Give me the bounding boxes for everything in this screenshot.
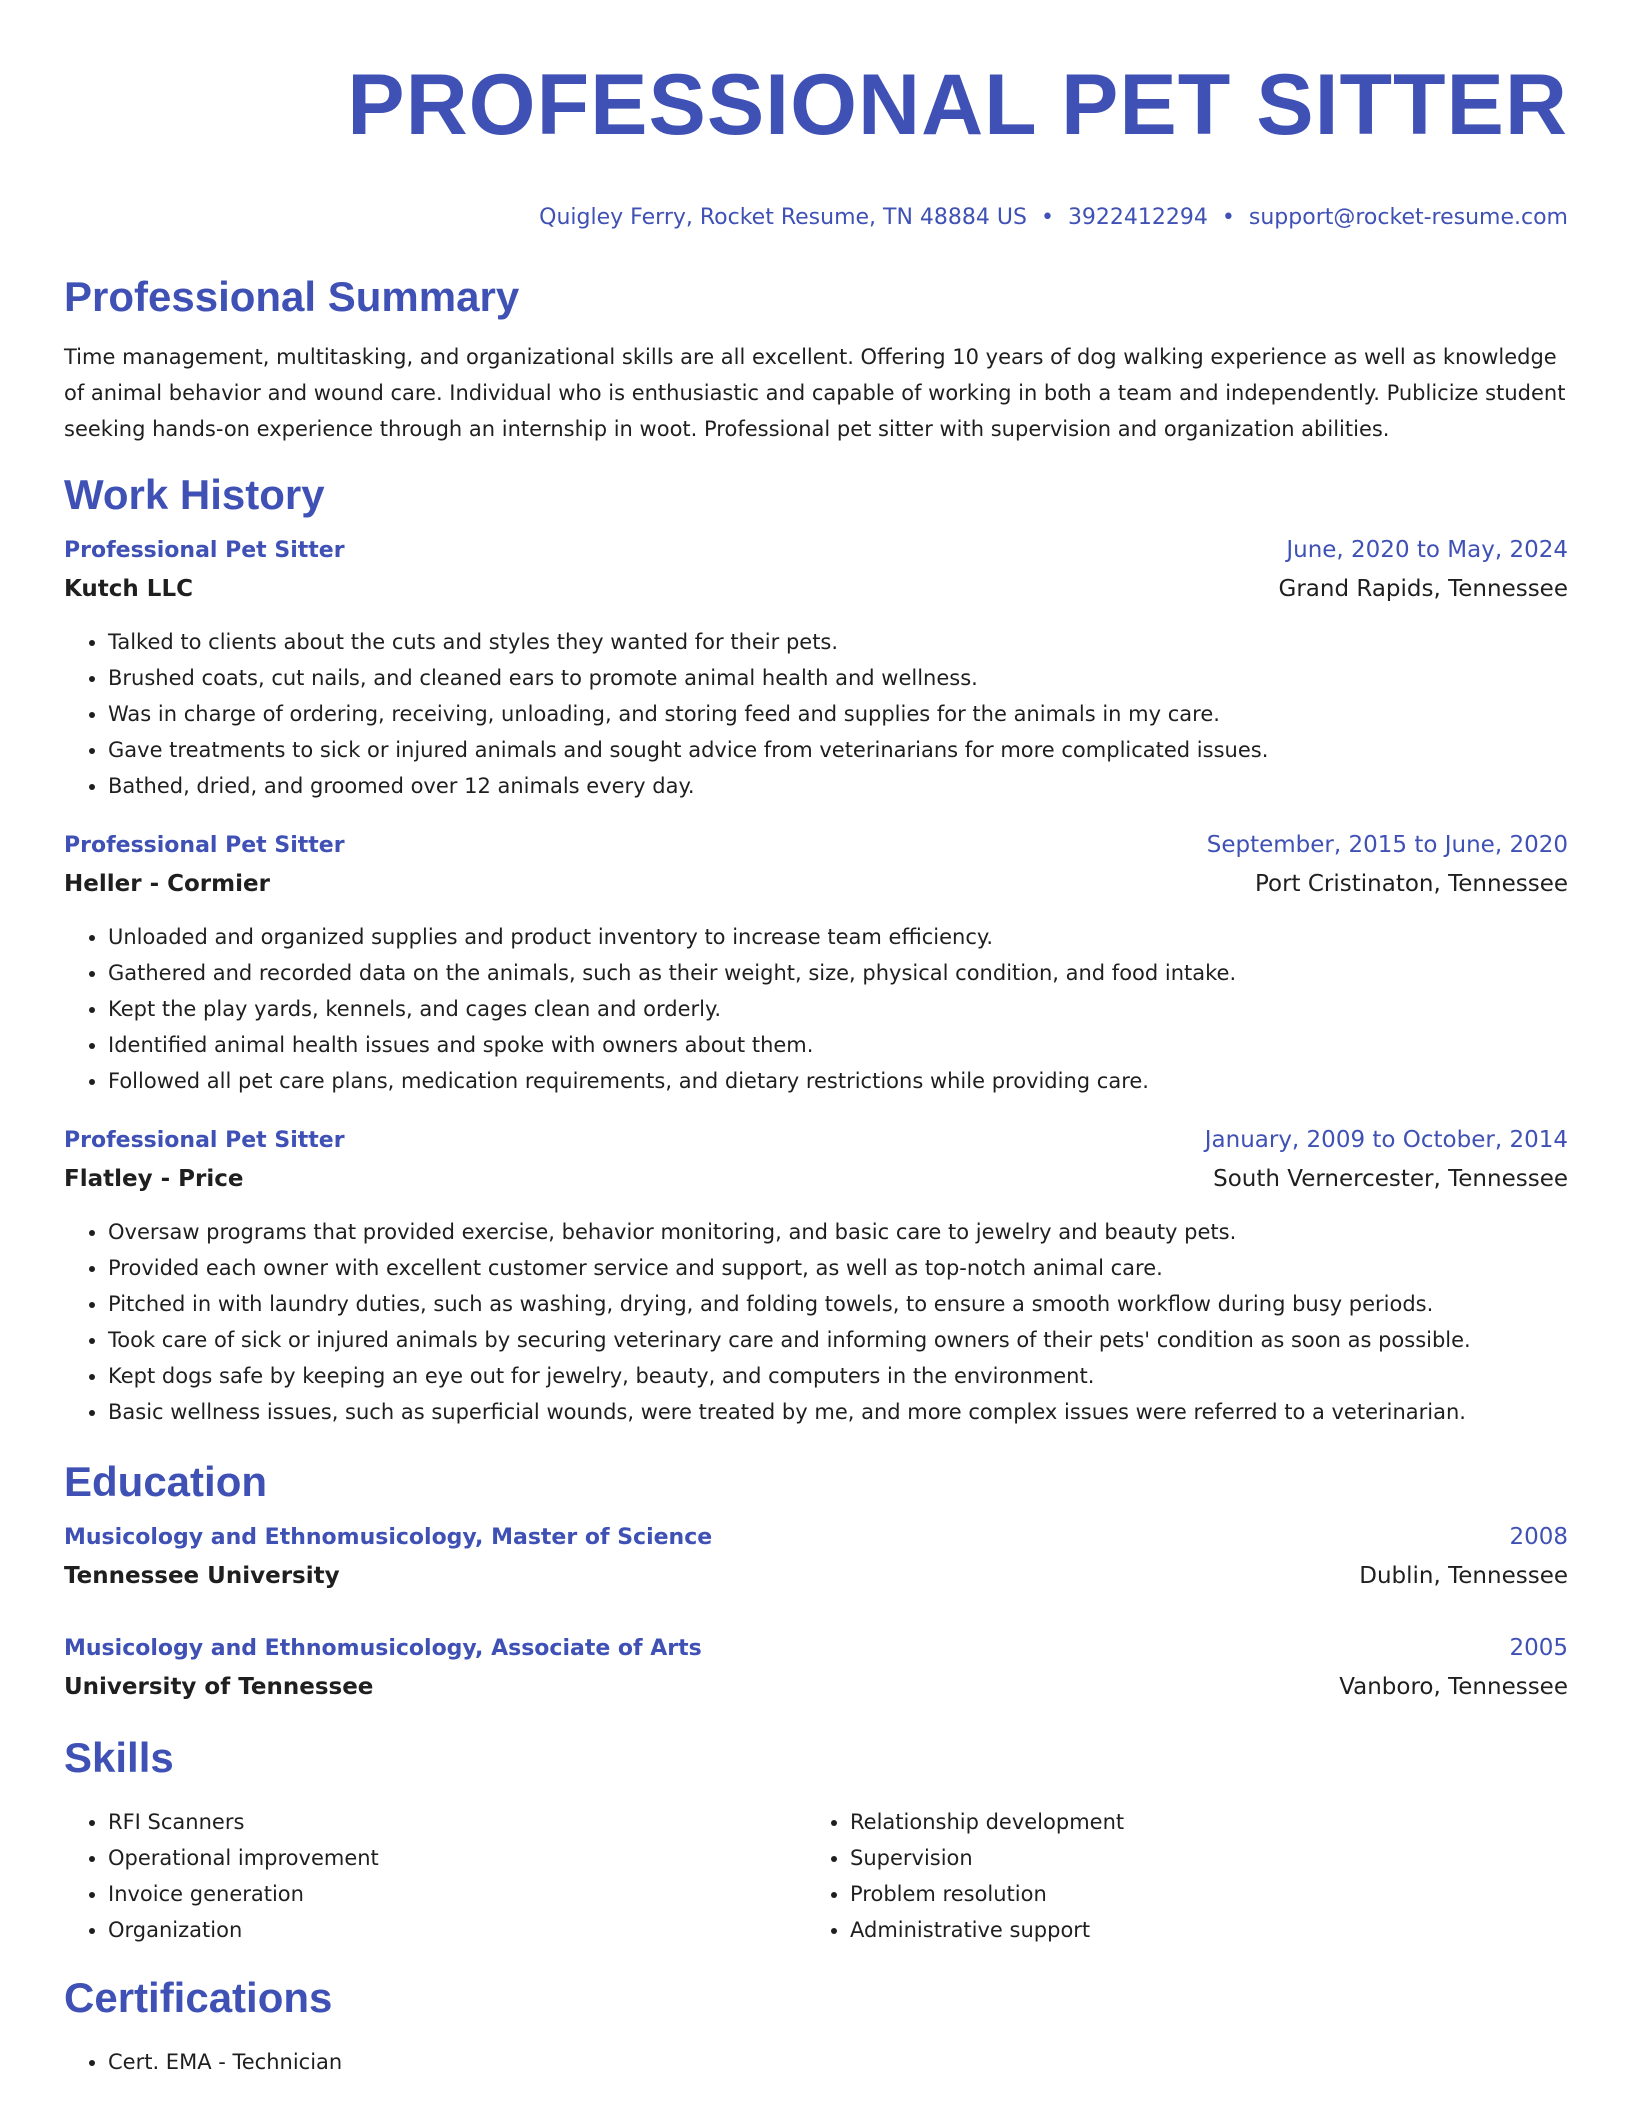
skills-column-left	[64, 1804, 806, 1948]
skills-grid	[64, 1786, 1568, 1948]
job-bullet: • Bathed, dried, and groomed over 12 animals every day.	[108, 768, 1568, 804]
job-bullet: • Unloaded and organized supplies and product inventory to increase team efficiency.	[108, 919, 1568, 955]
job-entry	[64, 826, 1568, 1099]
job-bullet: • Gathered and recorded data on the animals, such as their weight, size, physical condition, and food intake.	[108, 955, 1568, 991]
contact-address: Quigley Ferry, Rocket Resume, TN 48884 US	[539, 205, 1027, 230]
skill-item: • Problem resolution	[850, 1876, 1548, 1912]
education-year: 2008	[1509, 1524, 1568, 1550]
education-location: Dublin, Tennessee	[1359, 1563, 1568, 1589]
education-school: Tennessee University	[64, 1563, 340, 1589]
job-bullet: • Was in charge of ordering, receiving, unloading, and storing feed and supplies for the animals in my care.	[108, 696, 1568, 732]
job-bullet: • Talked to clients about the cuts and styles they wanted for their pets.	[108, 624, 1568, 660]
job-bullet: • Basic wellness issues, such as superficial wounds, were treated by me, and more complex issues were referred to a veterinarian.	[108, 1394, 1568, 1430]
job-company: Heller - Cormier	[64, 871, 270, 897]
skills-column-right	[806, 1804, 1548, 1948]
education-header	[64, 1629, 1568, 1668]
resume-name: PROFESSIONAL PET SITTER	[347, 57, 1568, 153]
section-title-summary: Professional Summary	[64, 273, 520, 320]
contact-separator: •	[1040, 205, 1054, 230]
job-company: Kutch LLC	[64, 576, 193, 602]
contact-line	[64, 203, 1568, 233]
skill-item: • Invoice generation	[108, 1876, 806, 1912]
job-bullet: • Gave treatments to sick or injured animals and sought advice from veterinarians for more complicated issues.	[108, 732, 1568, 768]
job-dates: September, 2015 to June, 2020	[1206, 832, 1568, 858]
job-bullet: • Kept dogs safe by keeping an eye out for jewelry, beauty, and computers in the environment.	[108, 1358, 1568, 1394]
certification-list	[64, 2044, 1568, 2080]
job-bullet: • Oversaw programs that provided exercise, behavior monitoring, and basic care to jewelry and beauty pets.	[108, 1214, 1568, 1250]
skill-item: • Operational improvement	[108, 1840, 806, 1876]
job-bullet: • Followed all pet care plans, medication requirements, and dietary restrictions while providing care.	[108, 1063, 1568, 1099]
contact-separator: •	[1221, 205, 1235, 230]
contact-phone: 3922412294	[1067, 205, 1208, 230]
job-location: South Vernercester, Tennessee	[1213, 1166, 1568, 1192]
job-header	[64, 826, 1568, 865]
job-entry	[64, 1121, 1568, 1430]
education-year: 2005	[1509, 1635, 1568, 1661]
skill-item: • Administrative support	[850, 1912, 1548, 1948]
job-bullets	[64, 919, 1568, 1099]
skill-item: • Organization	[108, 1912, 806, 1948]
job-title: Professional Pet Sitter	[64, 1128, 345, 1153]
education-entry	[64, 1518, 1568, 1595]
job-bullet: • Pitched in with laundry duties, such as washing, drying, and folding towels, to ensure a smooth workflow during busy periods.	[108, 1286, 1568, 1322]
education-location: Vanboro, Tennessee	[1339, 1674, 1568, 1700]
education-header	[64, 1518, 1568, 1557]
education-subheader	[64, 1668, 1568, 1706]
certification-item: • Cert. EMA - Technician	[108, 2044, 1568, 2080]
job-bullet: • Brushed coats, cut nails, and cleaned ears to promote animal health and wellness.	[108, 660, 1568, 696]
job-bullet: • Provided each owner with excellent customer service and support, as well as top-notch animal care.	[108, 1250, 1568, 1286]
job-subheader	[64, 570, 1568, 608]
job-dates: June, 2020 to May, 2024	[1286, 537, 1568, 563]
skill-item: • Relationship development	[850, 1804, 1548, 1840]
job-location: Port Cristinaton, Tennessee	[1254, 871, 1568, 897]
education-degree: Musicology and Ethnomusicology, Master of Science	[64, 1525, 713, 1550]
job-location: Grand Rapids, Tennessee	[1278, 576, 1568, 602]
job-dates: January, 2009 to October, 2014	[1204, 1127, 1568, 1153]
section-title-work: Work History	[64, 471, 325, 518]
education-school: University of Tennessee	[64, 1674, 374, 1700]
job-bullet: • Identified animal health issues and spoke with owners about them.	[108, 1027, 1568, 1063]
education-subheader	[64, 1557, 1568, 1595]
skill-item: • Supervision	[850, 1840, 1548, 1876]
section-title-certifications: Certifications	[64, 1974, 333, 2021]
job-header	[64, 1121, 1568, 1160]
job-header	[64, 531, 1568, 570]
education-entry	[64, 1629, 1568, 1706]
job-title: Professional Pet Sitter	[64, 833, 345, 858]
summary-text: Time management, multitasking, and organizational skills are all excellent. Offering 10 years of dog walking experience as well as knowledge of animal behavior and wound care. Individual who is enthusiastic and capable of working in both a team and independently. Publicize student seeking hands-on experience through an internship in woot. Professional pet sitter with supervision and organization abilities.	[64, 345, 1566, 441]
job-bullet: • Kept the play yards, kennels, and cages clean and orderly.	[108, 991, 1568, 1027]
job-bullets	[64, 624, 1568, 804]
section-title-skills: Skills	[64, 1734, 174, 1781]
education-degree: Musicology and Ethnomusicology, Associate of Arts	[64, 1636, 702, 1661]
skill-item: • RFI Scanners	[108, 1804, 806, 1840]
contact-email[interactable]: support@rocket-resume.com	[1248, 205, 1568, 230]
section-title-education: Education	[64, 1458, 268, 1505]
job-entry	[64, 531, 1568, 804]
job-subheader	[64, 865, 1568, 903]
job-bullets	[64, 1214, 1568, 1430]
job-bullet: • Took care of sick or injured animals by securing veterinary care and informing owners of their pets' condition as soon as possible.	[108, 1322, 1568, 1358]
job-company: Flatley - Price	[64, 1166, 244, 1192]
job-title: Professional Pet Sitter	[64, 538, 345, 563]
job-subheader	[64, 1160, 1568, 1198]
